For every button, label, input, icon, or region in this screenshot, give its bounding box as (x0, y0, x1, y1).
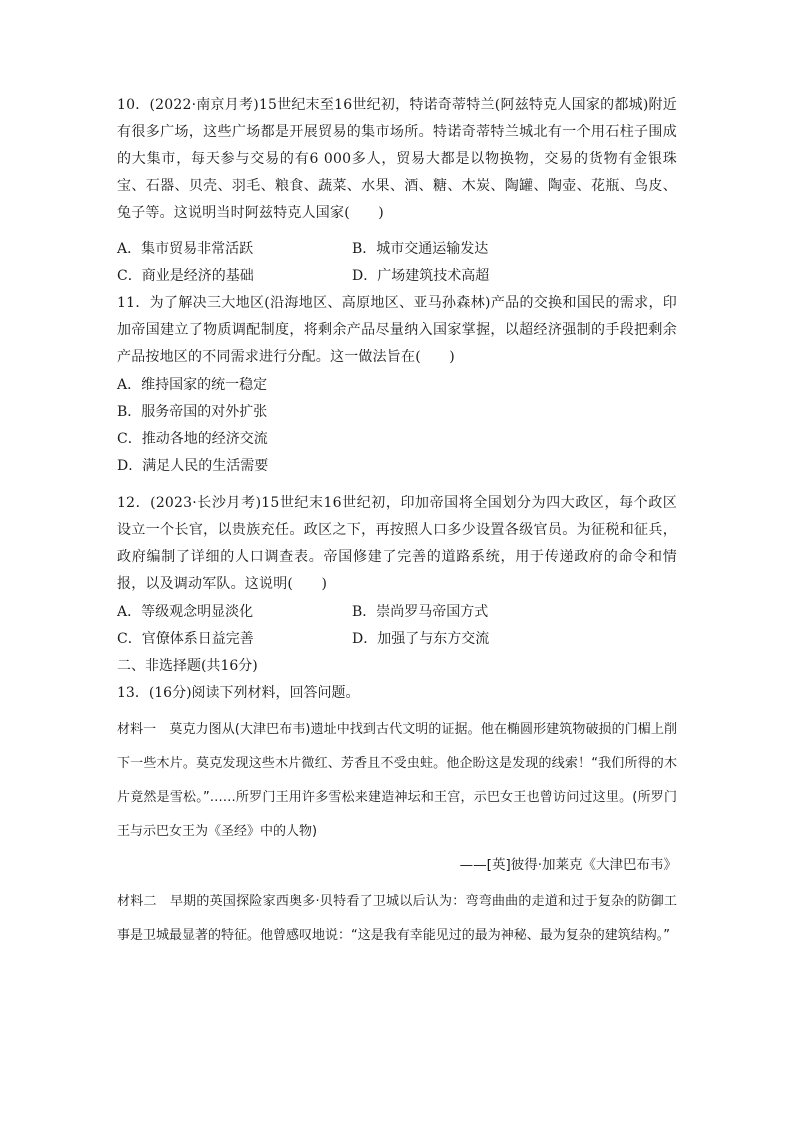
question-12-option-d: D．加强了与东方交流 (352, 631, 490, 647)
question-12-option-a: A．等级观念明显淡化 (117, 604, 254, 620)
question-10-option-d: D．广场建筑技术高超 (352, 268, 490, 284)
material-one-source: ——[英]彼得·加莱克《大津巴布韦》 (459, 857, 677, 873)
question-13-stem: 13．(16分)阅读下列材料，回答问题。 (117, 685, 360, 701)
question-11-stem: 11．为了解决三大地区(沿海地区、高原地区、亚马孙森林)产品的交换和国民的需求，印加帝国建立了物质调配制度，将剩余产品尽量纳入国家掌握，以超经济强制的手段把剩余产品按地区的不同需求进行分配。这一做法旨在( ) (117, 295, 677, 365)
material-two: 材料二 早期的英国探险家西奥多·贝特看了卫城以后认为：弯弯曲曲的走道和过于复杂的防御工事是卫城最显著的特征。他曾感叹地说：“这是我有幸能见过的最为神秘、最为复杂的建筑结构。” (117, 894, 677, 943)
question-11-option-a: A．维持国家的统一稳定 (117, 377, 268, 393)
question-12-stem: 12．(2023·长沙月考)15世纪末16世纪初，印加帝国将全国划分为四大政区，每个政区设立一个长官，以贵族充任。政区之下，再按照人口多少设置各级官员。为征税和征兵，政府编制了详细的人口调查表。帝国修建了完善的道路系统，用于传递政府的命令和情报，以及调动军队。这说明( ) (117, 495, 677, 592)
question-12-option-c: C．官僚体系日益完善 (117, 631, 254, 647)
question-11-option-d: D．满足人民的生活需要 (117, 458, 269, 474)
question-10-option-a: A．集市贸易非常活跃 (117, 241, 254, 257)
section-heading: 二、非选择题(共16分) (117, 658, 258, 674)
question-10-stem: 10．(2022·南京月考)15世纪末至16世纪初，特诺奇蒂特兰(阿兹特克人国家的都城)附近有很多广场，这些广场都是开展贸易的集市场所。特诺奇蒂特兰城北有一个用石柱子围成的大集市，每天参与交易的有6 000多人，贸易大都是以物换物，交易的货物有金银珠宝、石器、贝壳、羽毛、粮食、蔬菜、水果、酒、糖、木炭、陶罐、陶壶、花瓶、鸟皮、兔子等。这说明当时阿兹特克人国家( ) (117, 97, 677, 221)
question-10-option-b: B．城市交通运输发达 (352, 241, 489, 257)
question-11-option-c: C．推动各地的经济交流 (117, 431, 268, 447)
question-12-option-b: B．崇尚罗马帝国方式 (352, 604, 489, 620)
question-10-option-c: C．商业是经济的基础 (117, 268, 254, 284)
material-one: 材料一 莫克力图从(大津巴布韦)遗址中找到古代文明的证据。他在椭圆形建筑物破损的门楣上削下一些木片。莫克发现这些木片微红、芳香且不受虫蛀。他企盼这是发现的线索！“我们所得的木片竟然是雪松。”……所罗门王用许多雪松来建造神坛和王宫，示巴女王也曾访问过这里。(所罗门王与示巴女王为《圣经》中的人物) (117, 722, 677, 839)
question-11-option-b: B．服务帝国的对外扩张 (117, 404, 268, 420)
